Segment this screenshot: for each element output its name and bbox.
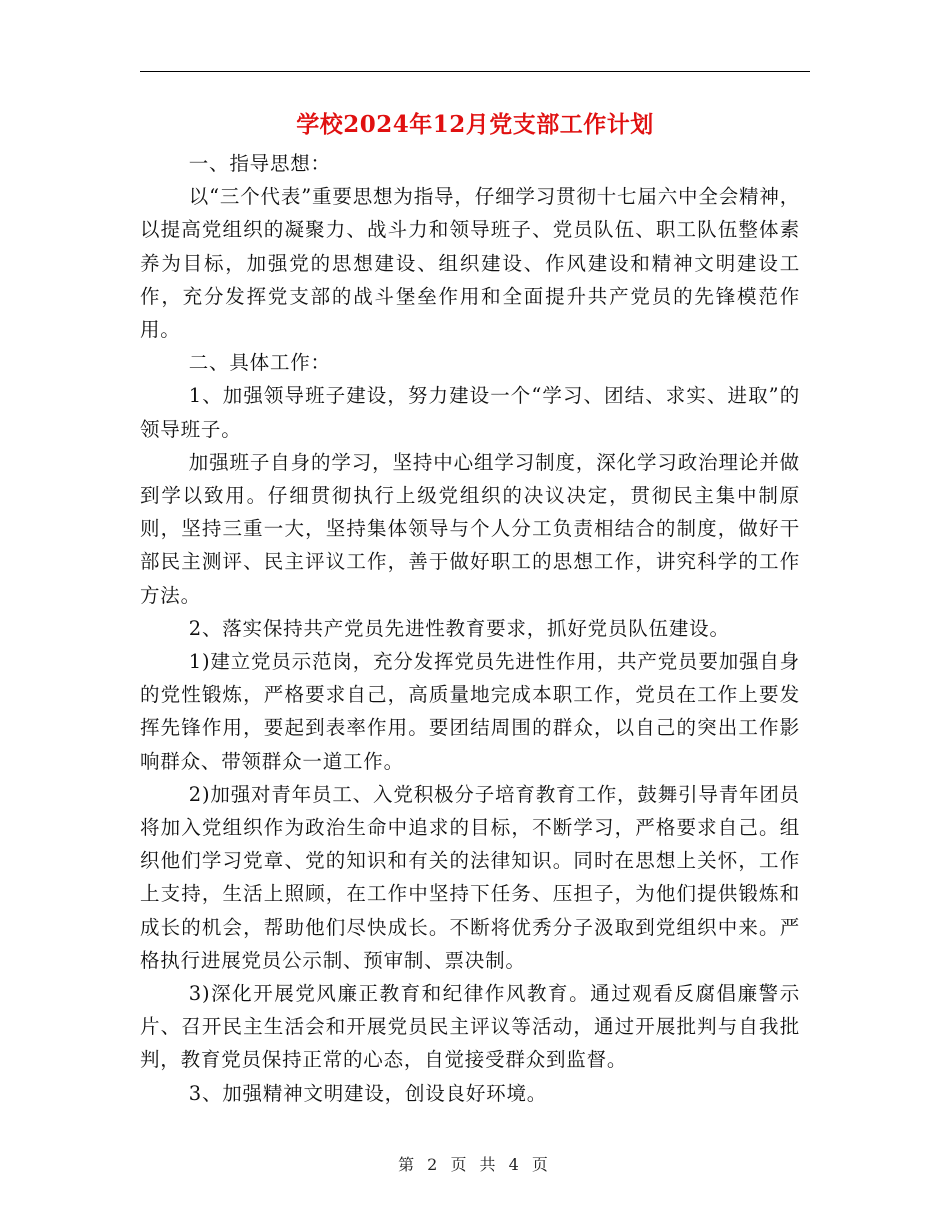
- document-body: [140, 147, 800, 1110]
- item-2-sub-3: 3)深化开展党风廉正教育和纪律作风教育。通过观看反腐倡廉警示片、召开民主生活会和开展党员民主评议等活动，通过开展批判与自我批判，教育党员保持正常的心态，自觉接受群众到监督。: [140, 982, 800, 1072]
- document-title: 学校2024年12月党支部工作计划: [296, 111, 654, 138]
- item-3-heading: 3、加强精神文明建设，创设良好环境。: [188, 1081, 548, 1105]
- section-heading-guiding-thought: 一、指导思想：: [188, 152, 331, 175]
- item-2-sub-1: 1)建立党员示范岗，充分发挥党员先进性作用，共产党员要加强自身的党性锻炼，严格要求自己，高质量地完成本职工作，党员在工作上要发挥先锋作用，要起到表率作用。要团结周围的群众，以自己的突出工作影响群众、带领群众一道工作。: [140, 650, 800, 773]
- page-number: 第 2 页 共 4 页: [398, 1155, 552, 1174]
- item-1-paragraph: 加强班子自身的学习，坚持中心组学习制度，深化学习政治理论并做到学以致用。仔细贯彻执行上级党组织的决议决定，贯彻民主集中制原则，坚持三重一大，坚持集体领导与个人分工负责相结合的制度，做好干部民主测评、民主评议工作，善于做好职工的思想工作，讲究科学的工作方法。: [140, 450, 800, 607]
- item-2-heading: 2、落实保持共产党员先进性教育要求，抓好党员队伍建设。: [188, 616, 730, 640]
- item-2-sub-2: 2)加强对青年员工、入党积极分子培育教育工作，鼓舞引导青年团员将加入党组织作为政治生命中追求的目标，不断学习，严格要求自己。组织他们学习党章、党的知识和有关的法律知识。同时在思想上关怀，工作上支持，生活上照顾，在工作中坚持下任务、压担子，为他们提供锻炼和成长的机会，帮助他们尽快成长。不断将优秀分子汲取到党组织中来。严格执行进展党员公示制、预审制、票决制。: [140, 782, 800, 972]
- header-rule: [140, 71, 810, 72]
- paragraph-guiding-thought: 以“三个代表”重要思想为指导，仔细学习贯彻十七届六中全会精神，以提高党组织的凝聚力、战斗力和领导班子、党员队伍、职工队伍整体素养为目标，加强党的思想建设、组织建设、作风建设和精神文明建设工作，充分发挥党支部的战斗堡垒作用和全面提升共产党员的先锋模范作用。: [140, 185, 800, 342]
- item-1-heading: 1、加强领导班子建设，努力建设一个“学习、团结、求实、进取”的领导班子。: [140, 384, 800, 441]
- section-heading-specific-work: 二、具体工作：: [188, 351, 331, 375]
